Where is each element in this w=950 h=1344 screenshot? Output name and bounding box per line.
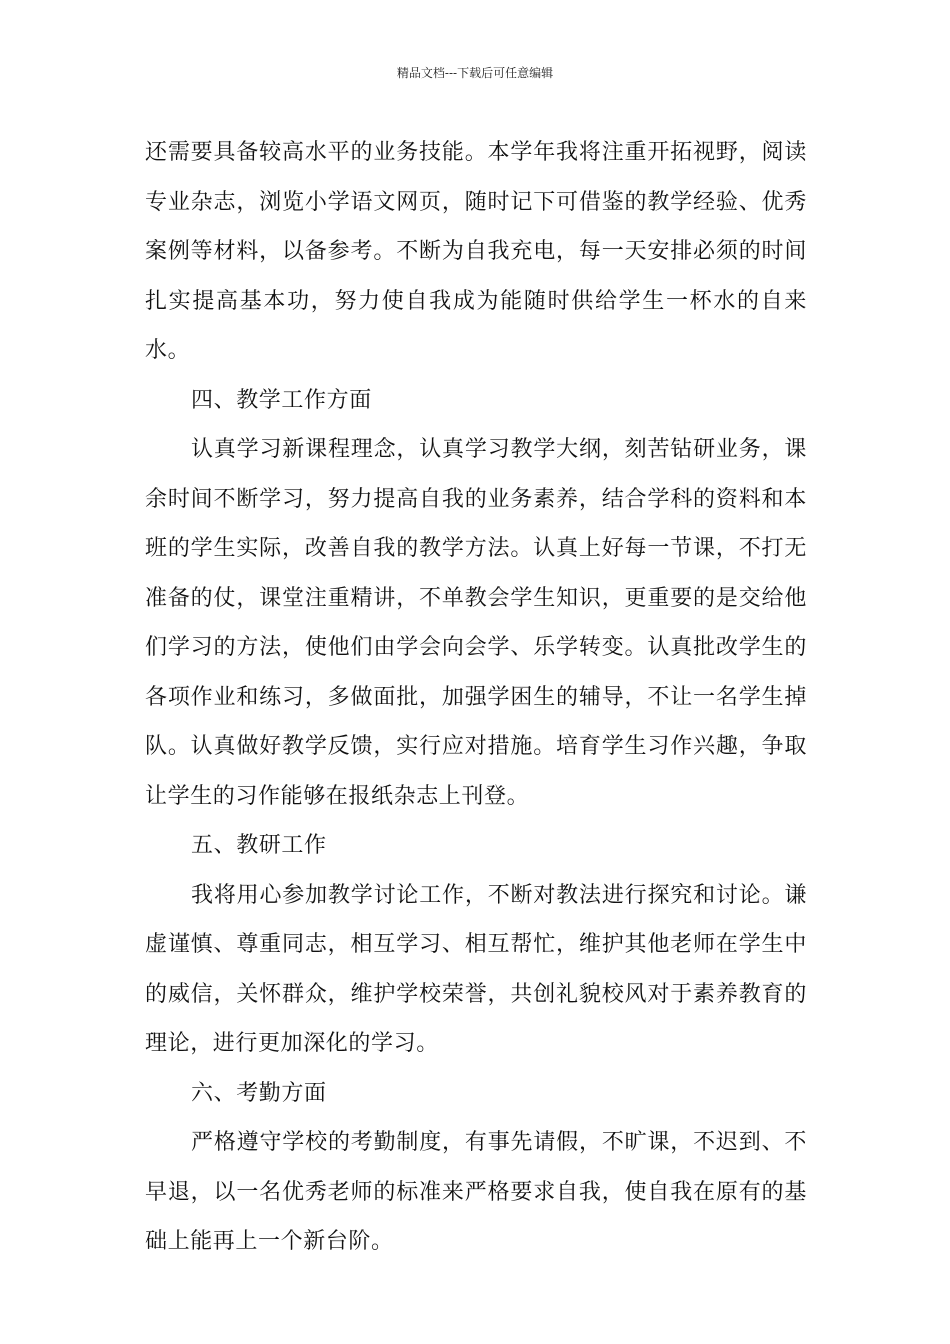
document-body	[145, 128, 807, 1267]
section-heading-research: 五、教研工作	[191, 833, 327, 858]
section-heading-teaching: 四、教学工作方面	[191, 387, 372, 413]
section-heading-attendance: 六、考勤方面	[191, 1080, 327, 1106]
paragraph-continued: 还需要具备较高水平的业务技能。本学年我将注重开拓视野，阅读专业杂志，浏览小学语文网页，随时记下可借鉴的教学经验、优秀案例等材料，以备参考。不断为自我充电，每一天安排必须的时间扎实提高基本功，努力使自我成为能随时供给学生一杯水的自来水。	[145, 140, 807, 363]
paragraph-teaching: 认真学习新课程理念，认真学习教学大纲，刻苦钻研业务，课余时间不断学习，努力提高自我的业务素养，结合学科的资料和本班的学生实际，改善自我的教学方法。认真上好每一节课，不打无准备的仗，课堂注重精讲，不单教会学生知识，更重要的是交给他们学习的方法，使他们由学会向会学、乐学转变。认真批改学生的各项作业和练习，多做面批，加强学困生的辅导，不让一名学生掉队。认真做好教学反馈，实行应对措施。培育学生习作兴趣，争取让学生的习作能够在报纸杂志上刊登。	[145, 437, 807, 809]
paragraph-research: 我将用心参加教学讨论工作，不断对教法进行探究和讨论。谦虚谨慎、尊重同志，相互学习、相互帮忙，维护其他老师在学生中的威信，关怀群众，维护学校荣誉，共创礼貌校风对于素养教育的理论，进行更加深化的学习。	[145, 882, 807, 1056]
paragraph-attendance: 严格遵守学校的考勤制度，有事先请假，不旷课，不迟到、不早退，以一名优秀老师的标准来严格要求自我，使自我在原有的基础上能再上一个新台阶。	[145, 1130, 807, 1254]
page-header: 精品文档---下载后可任意编辑	[396, 66, 554, 80]
